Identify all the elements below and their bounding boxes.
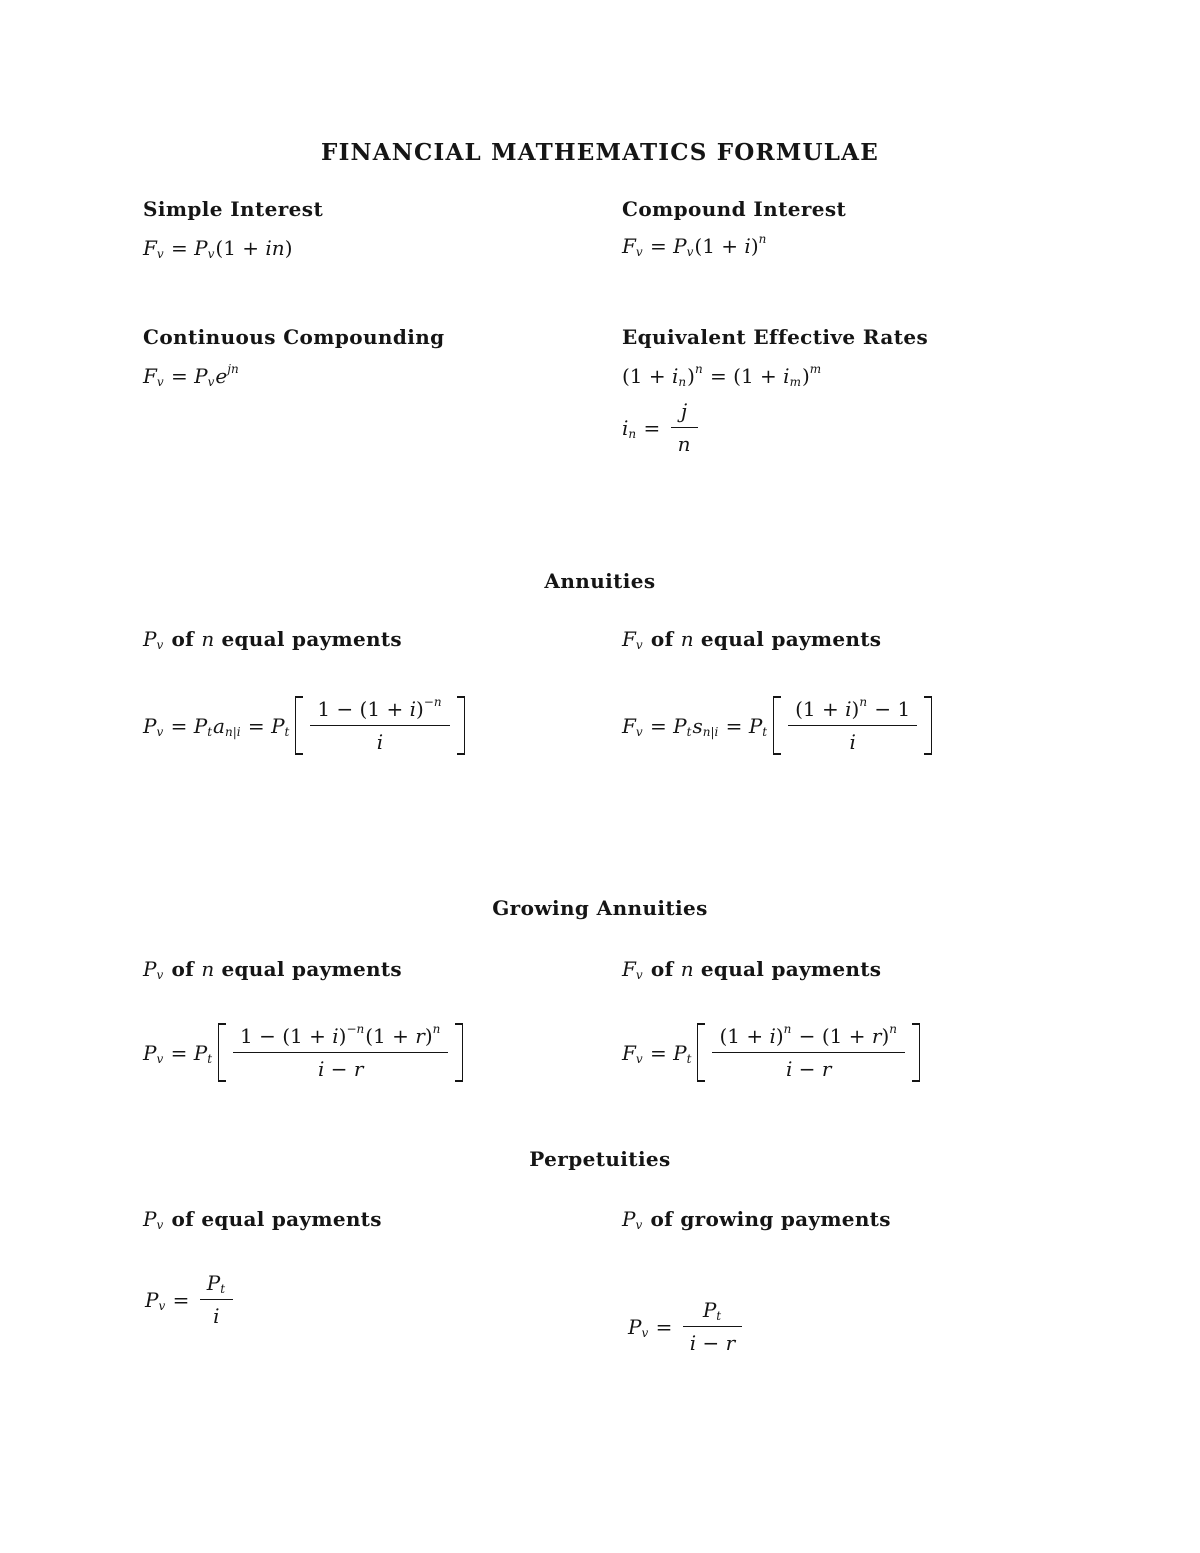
label-growing-annuity-fv: F v of n equal payments <box>622 957 882 982</box>
heading-equivalent-effective-rates: Equivalent Effective Rates <box>622 325 929 349</box>
label-annuity-fv: F v of n equal payments <box>622 627 882 652</box>
formula-perpetuity-growing-pv: P v = P t i − r <box>628 1297 746 1356</box>
formula-annuity-fv: F v = P t s n|i = P t (1 + i ) n − 1 i <box>622 696 934 755</box>
formula-simple-interest: F v = P v (1 + in ) <box>143 236 293 261</box>
heading-continuous-compounding: Continuous Compounding <box>143 325 445 349</box>
formula-annuity-pv: P v = P t a n|i = P t 1 − (1 + i ) −n i <box>143 696 467 755</box>
formula-growing-annuity-pv: P v = P t 1 − (1 + i ) −n (1 + r ) n i − r <box>143 1023 465 1082</box>
page-title: FINANCIAL MATHEMATICS FORMULAE <box>321 139 879 166</box>
label-perpetuity-growing: P v of growing payments <box>622 1207 891 1232</box>
formula-growing-annuity-fv: F v = P t (1 + i ) n − (1 + r ) n i − r <box>622 1023 922 1082</box>
formula-perpetuity-pv: P v = P t i <box>145 1270 237 1329</box>
formula-nominal-rate: i n = $\frac{j}{n}$ <box>622 398 702 457</box>
heading-compound-interest: Compound Interest <box>622 197 847 221</box>
formula-continuous-compounding: F v = P v e jn <box>143 362 239 389</box>
heading-perpetuities: Perpetuities <box>529 1147 671 1171</box>
heading-simple-interest: Simple Interest <box>143 197 324 221</box>
label-growing-annuity-pv: P v of n equal payments <box>143 957 402 982</box>
formula-equivalent-rates: (1 + i n ) n = (1 + i m ) m <box>622 362 822 389</box>
formula-compound-interest: F v = P v (1 + i ) n <box>622 232 767 259</box>
label-annuity-pv: P v of n equal payments <box>143 627 402 652</box>
heading-growing-annuities: Growing Annuities <box>492 896 708 920</box>
label-perpetuity-equal: P v of equal payments <box>143 1207 382 1232</box>
heading-annuities: Annuities <box>544 569 656 593</box>
